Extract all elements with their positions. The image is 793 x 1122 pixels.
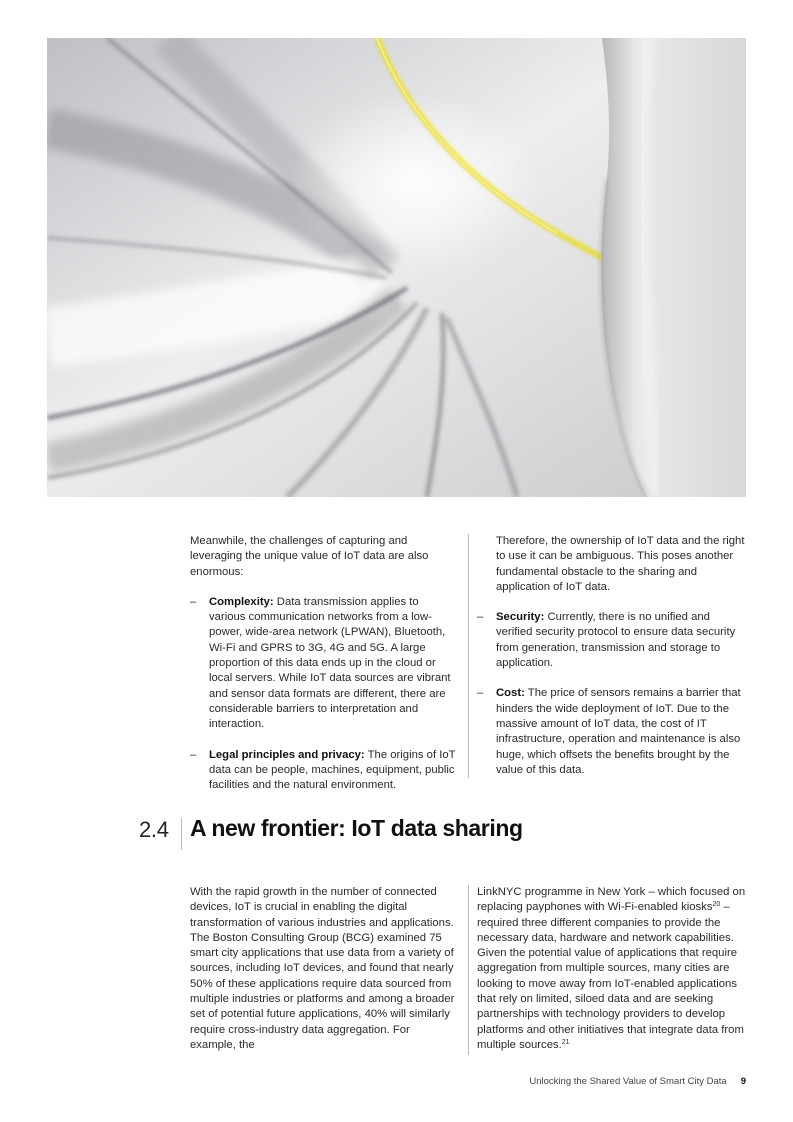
bullet-legal-privacy <box>190 748 458 794</box>
bullet-complexity <box>190 595 458 733</box>
column-divider <box>468 885 469 1055</box>
bullet-term: Security: <box>496 611 545 624</box>
bullet-term: Cost: <box>496 687 525 700</box>
bullet-term: Legal principles and privacy: <box>209 748 365 761</box>
bullet-security <box>477 610 747 671</box>
intro-paragraph: Meanwhile, the challenges of capturing and leveraging the unique value of IoT data are also enormous: <box>190 535 429 578</box>
footnote-ref[interactable]: 21 <box>561 1038 570 1046</box>
bullet-text: The origins of IoT data can be people, machines, equipment, public facilities and the natural environment. <box>209 748 456 792</box>
body-paragraph-right <box>477 885 749 1053</box>
dash-marker: – <box>477 687 484 700</box>
dash-marker: – <box>477 611 484 624</box>
column-divider <box>468 534 469 778</box>
page-number: 9 <box>740 1076 746 1087</box>
section-heading-divider <box>181 818 182 850</box>
continued-paragraph: Therefore, the ownership of IoT data and the right to use it can be ambiguous. This poses another fundamental obstacle to the sharing and application of IoT data. <box>496 535 745 593</box>
footnote-ref[interactable]: 20 <box>712 901 721 909</box>
section2-right-column <box>477 885 749 1053</box>
section1-left-column <box>190 534 458 793</box>
section1-right-column <box>477 534 747 778</box>
body-text: – required three different companies to provide the necessary data, hardware and network capabilities. Given the potential value of applications that require aggregation from multiple sources, many cities are looking to move away from IoT-enabled applications that rely on limited, siloed data and are seeking partnerships with technology providers to develop platforms and other initiatives that integrate data from multiple sources. <box>477 901 744 1051</box>
bullet-text: Data transmission applies to various communication networks from a low-power, wide-area network (LPWAN), Bluetooth, Wi-Fi and GPRS to 3G, 4G and 5G. A large proportion of this data ends up in the cloud or local servers. While IoT data sources are vibrant and sensor data formats are different, there are considerable barriers to interpretation and interaction. <box>209 595 451 731</box>
bullet-text: Currently, there is no unified and verified security protocol to ensure data security from generation, transmission and storage to application. <box>496 611 736 670</box>
tunnel-illustration <box>47 38 746 497</box>
body-paragraph-left: With the rapid growth in the number of connected devices, IoT is crucial in enabling the digital transformation of various industries and applications. The Boston Consulting Group (BCG) examined 75 smart city applications that use data from a variety of sources, including IoT devices, and found that nearly 50% of these applications require data sourced from multiple industries or platforms and among a broader set of potential future applications, 40% will similarly require cross-industry data aggregation. For example, the <box>190 886 455 1051</box>
page-footer <box>529 1076 746 1087</box>
dash-marker: – <box>190 748 197 761</box>
section2-left-column <box>190 885 458 1053</box>
body-text: LinkNYC programme in New York – which focused on replacing payphones with Wi-Fi-enabled kiosks <box>477 886 746 914</box>
bullet-cost <box>477 686 747 778</box>
section-title: A new frontier: IoT data sharing <box>190 815 523 841</box>
footer-title: Unlocking the Shared Value of Smart City Data <box>529 1076 727 1087</box>
hero-tunnel-image <box>47 38 746 497</box>
dash-marker: – <box>190 595 197 608</box>
bullet-text: The price of sensors remains a barrier that hinders the wide deployment of IoT. Due to the massive amount of IoT data, the cost of IT infrastructure, operation and maintenance is also huge, which offsets the benefits brought by the value of this data. <box>496 687 741 776</box>
bullet-term: Complexity: <box>209 595 274 608</box>
section-number: 2.4 <box>139 817 169 842</box>
